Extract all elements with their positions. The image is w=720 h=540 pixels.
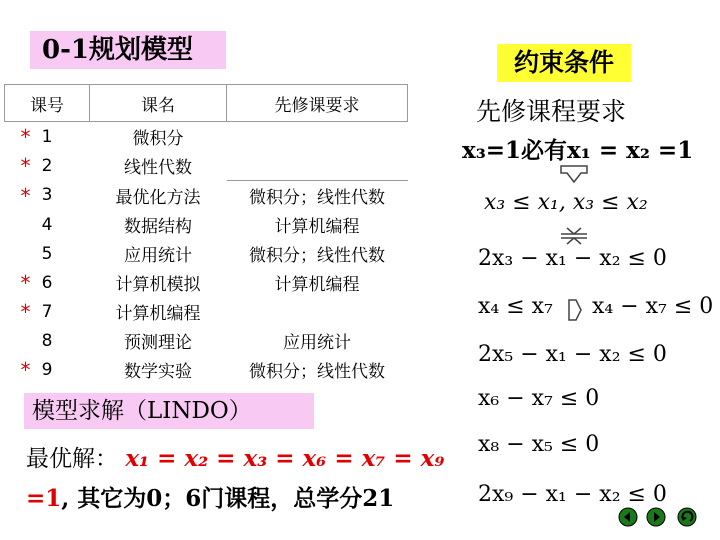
header-course-id: 课号 — [5, 85, 90, 122]
course-id: 3 — [41, 185, 53, 206]
course-name: 应用统计 — [124, 246, 192, 266]
course-name: 微积分 — [132, 129, 184, 149]
course-id: 8 — [41, 330, 53, 351]
course-name: 最优化方法 — [115, 187, 201, 208]
course-id-cell — [5, 151, 90, 181]
slide-title: 0-1规划模型 — [30, 31, 226, 69]
result-suffix: , 其它为0；6门课程，总学分21 — [61, 485, 395, 512]
course-prereq: 计算机编程 — [274, 217, 360, 237]
course-prereq: 微积分；线性代数 — [249, 246, 385, 266]
course-id: 7 — [41, 301, 53, 322]
constraint-8: 2x₉ − x₁ − x₂ ≤ 0 — [478, 482, 667, 507]
header-prereq: 先修课要求 — [227, 85, 408, 122]
selected-star-icon: * — [20, 358, 31, 382]
course-id: 4 — [41, 214, 53, 235]
course-id-cell — [5, 122, 90, 152]
constraint-1: x₃ ≤ x₁, x₃ ≤ x₂ — [484, 190, 648, 215]
course-table-body — [5, 122, 408, 385]
course-id: 9 — [41, 359, 53, 380]
double-arrow-icon — [557, 226, 591, 246]
course-name: 数据结构 — [124, 217, 192, 237]
result-value: =1 — [26, 485, 62, 512]
course-id: 5 — [41, 243, 53, 264]
course-id-cell — [5, 268, 90, 297]
selected-star-icon: * — [20, 183, 31, 208]
constraint-6: x₆ − x₇ ≤ 0 — [478, 386, 600, 411]
course-id: 2 — [41, 155, 53, 176]
table-row — [5, 181, 408, 211]
table-row — [5, 268, 408, 297]
table-row — [5, 297, 408, 326]
result-line-2 — [26, 480, 394, 513]
constraint-7: x₈ − x₅ ≤ 0 — [478, 432, 600, 457]
course-prereq: 应用统计 — [283, 333, 351, 353]
course-name: 数学实验 — [124, 362, 192, 382]
table-row — [5, 355, 408, 384]
course-id-cell — [5, 297, 90, 326]
result-equation: x₁ = x₂ = x₃ = x₆ = x₇ = x₉ — [125, 445, 445, 472]
requirement-implication: x₃=1必有x₁ = x₂ =1 — [462, 137, 694, 164]
previous-slide-icon[interactable] — [618, 507, 638, 527]
course-name: 预测理论 — [124, 333, 192, 353]
constraint-2: 2x₃ − x₁ − x₂ ≤ 0 — [478, 246, 667, 271]
course-name: 线性代数 — [124, 158, 192, 179]
solve-label: 模型求解（LINDO） — [24, 393, 314, 429]
table-row — [5, 239, 408, 268]
course-id-cell — [5, 239, 90, 268]
result-prefix: 最优解： — [26, 446, 118, 472]
return-slide-icon[interactable] — [677, 507, 697, 527]
course-prereq: 微积分；线性代数 — [249, 362, 385, 382]
selected-star-icon: * — [20, 125, 31, 149]
constraint-4: x₄ − x₇ ≤ 0 — [592, 294, 714, 319]
constraint-5: 2x₅ − x₁ − x₂ ≤ 0 — [478, 342, 667, 367]
table-row — [5, 210, 408, 239]
course-prereq: 计算机编程 — [274, 275, 360, 295]
result-line-1 — [26, 440, 444, 473]
next-slide-icon[interactable] — [646, 507, 666, 527]
selected-star-icon: * — [20, 271, 31, 295]
selected-star-icon: * — [20, 154, 31, 178]
course-name: 计算机编程 — [115, 304, 201, 324]
course-id-cell — [5, 210, 90, 239]
course-prereq — [227, 122, 408, 152]
right-arrow-icon — [567, 296, 583, 324]
course-table — [4, 84, 408, 384]
table-row — [5, 151, 408, 181]
course-prereq: 微积分；线性代数 — [227, 181, 408, 211]
course-id-cell — [5, 355, 90, 384]
course-name: 计算机模拟 — [115, 275, 201, 295]
course-id: 1 — [41, 126, 53, 147]
header-course-name: 课名 — [90, 85, 227, 122]
table-row — [5, 326, 408, 355]
table-row — [5, 122, 408, 152]
course-id: 6 — [41, 272, 53, 293]
selected-star-icon: * — [20, 300, 31, 324]
down-arrow-icon — [557, 164, 591, 184]
constraint-3: x₄ ≤ x₇ — [478, 294, 553, 319]
course-id-cell — [5, 181, 90, 211]
constraint-label: 约束条件 — [497, 44, 631, 82]
course-id-cell — [5, 326, 90, 355]
course-prereq — [227, 151, 408, 181]
course-prereq — [227, 297, 408, 326]
requirement-title: 先修课程要求 — [476, 97, 627, 126]
